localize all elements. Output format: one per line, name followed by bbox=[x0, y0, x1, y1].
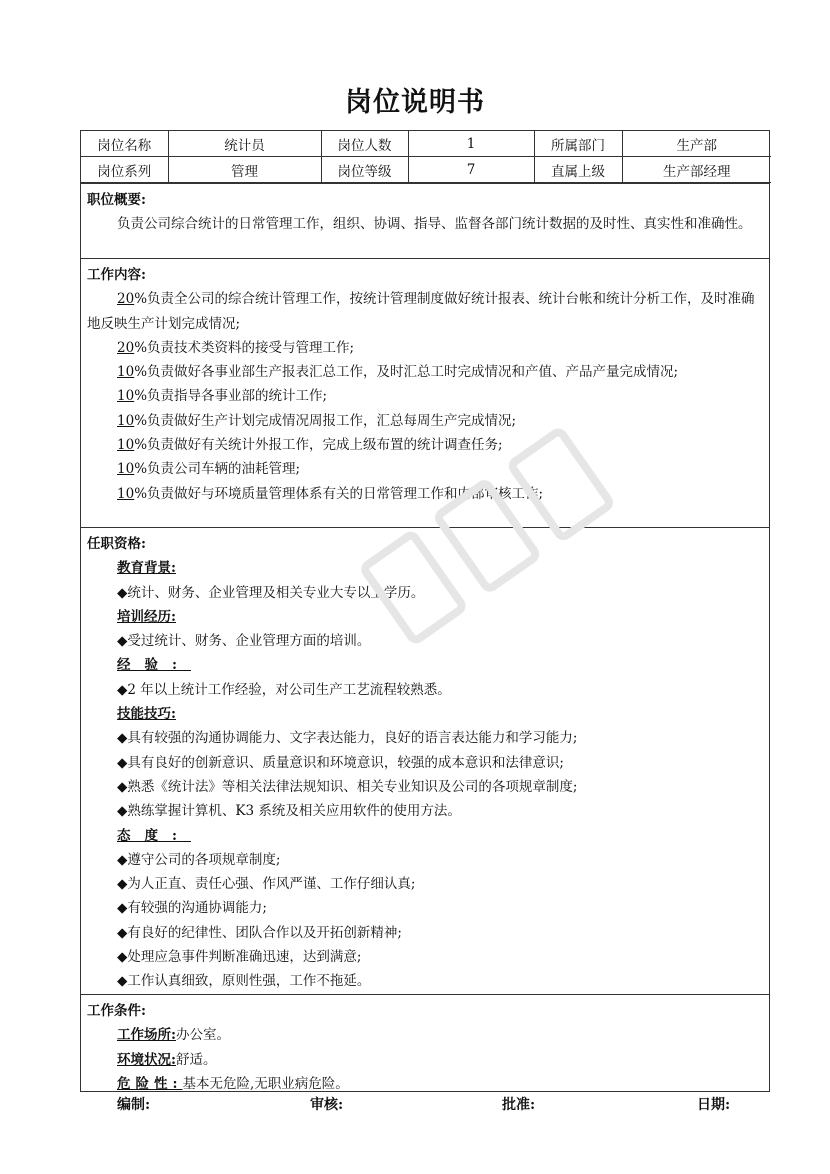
info-row bbox=[81, 157, 771, 183]
percentage: 10 bbox=[117, 437, 135, 454]
work-place-row bbox=[87, 1023, 763, 1047]
list-item bbox=[87, 336, 763, 360]
overview-title: 职位概要: bbox=[87, 192, 146, 208]
skills-title: 技能技巧: bbox=[117, 706, 176, 723]
item-text: %负责做好有关统计外报工作，完成上级布置的统计调查任务; bbox=[134, 437, 503, 454]
signature-footer bbox=[117, 1094, 737, 1118]
item-text: %负责做好生产计划完成情况周报工作，汇总每周生产完成情况; bbox=[134, 412, 517, 429]
percentage: 20 bbox=[117, 339, 135, 356]
danger-value: 基本无危险,无职业病危险。 bbox=[182, 1075, 349, 1092]
environment-label: 环境状况: bbox=[117, 1051, 176, 1068]
list-item: ◆工作认真细致，原则性强，工作不拖延。 bbox=[117, 973, 371, 990]
list-item bbox=[87, 457, 763, 481]
info-table bbox=[81, 131, 771, 183]
overview-section bbox=[81, 183, 769, 258]
list-item bbox=[87, 384, 763, 408]
environment-value: 舒适。 bbox=[175, 1051, 217, 1068]
value-department: 生产部 bbox=[622, 131, 771, 157]
list-item: ◆受过统计、财务、企业管理方面的培训。 bbox=[117, 633, 371, 650]
item-text: %负责技术类资料的接受与管理工作; bbox=[134, 339, 355, 356]
work-place-value: 办公室。 bbox=[175, 1027, 230, 1044]
list-item: ◆具有较强的沟通协调能力、文字表达能力，良好的语言表达能力和学习能力; bbox=[117, 730, 578, 747]
list-item: ◆2 年以上统计工作经验，对公司生产工艺流程较熟悉。 bbox=[117, 681, 451, 698]
value-headcount: 1 bbox=[408, 131, 534, 157]
approve-label: 批准: bbox=[502, 1097, 536, 1113]
date-label: 日期: bbox=[697, 1097, 731, 1113]
environment-row bbox=[87, 1048, 763, 1072]
danger-row bbox=[87, 1072, 763, 1096]
percentage: 10 bbox=[117, 485, 135, 502]
attitude-title: 态度: bbox=[117, 827, 191, 844]
value-position-level: 7 bbox=[408, 157, 534, 183]
item-text: %负责全公司的综合统计管理工作，按统计管理制度做好统计报表、统计台帐和统计分析工作，及时准确地反映生产计划完成情况; bbox=[87, 291, 755, 332]
list-item: ◆具有良好的创新意识、质量意识和环境意识，较强的成本意识和法律意识; bbox=[117, 754, 564, 771]
label-supervisor: 直属上级 bbox=[534, 157, 622, 183]
percentage: 20 bbox=[117, 291, 135, 308]
list-item bbox=[87, 482, 763, 506]
list-item: ◆熟练掌握计算机、K3 系统及相关应用软件的使用方法。 bbox=[117, 803, 461, 820]
label-department: 所属部门 bbox=[534, 131, 622, 157]
label-headcount: 岗位人数 bbox=[321, 131, 408, 157]
item-text: %负责做好与环境质量管理体系有关的日常管理工作和内部审核工作; bbox=[134, 485, 544, 502]
page-title: 岗位说明书 bbox=[345, 87, 485, 118]
label-position-level: 岗位等级 bbox=[321, 157, 408, 183]
list-item bbox=[87, 287, 763, 336]
education-title: 教育背景: bbox=[117, 560, 176, 577]
value-position-name: 统计员 bbox=[168, 131, 321, 157]
percentage: 10 bbox=[117, 364, 135, 381]
work-content-title: 工作内容: bbox=[87, 267, 146, 283]
list-item bbox=[87, 433, 763, 457]
training-title: 培训经历: bbox=[117, 608, 176, 625]
item-text: %负责公司车辆的油耗管理; bbox=[134, 461, 301, 478]
work-place-label: 工作场所: bbox=[117, 1027, 176, 1044]
experience-title: 经验: bbox=[117, 657, 191, 674]
conditions-title: 工作条件: bbox=[87, 1003, 146, 1019]
list-item bbox=[87, 360, 763, 384]
label-position-series: 岗位系列 bbox=[81, 157, 168, 183]
list-item: ◆有良好的纪律性、团队合作以及开拓创新精神; bbox=[117, 924, 402, 941]
list-item bbox=[87, 409, 763, 433]
qualifications-section bbox=[81, 527, 769, 994]
list-item: ◆为人正直、责任心强、作风严谨、工作仔细认真; bbox=[117, 876, 416, 893]
list-item: ◆遵守公司的各项规章制度; bbox=[117, 851, 281, 868]
qualifications-title: 任职资格: bbox=[87, 536, 146, 552]
list-item: ◆处理应急事件判断准确迅速，达到满意; bbox=[117, 949, 362, 966]
job-description-form bbox=[80, 130, 770, 1092]
percentage: 10 bbox=[117, 412, 135, 429]
label-position-name: 岗位名称 bbox=[81, 131, 168, 157]
info-row bbox=[81, 131, 771, 157]
edit-label: 编制: bbox=[117, 1097, 151, 1113]
percentage: 10 bbox=[117, 388, 135, 405]
value-supervisor: 生产部经理 bbox=[622, 157, 771, 183]
item-text: %负责指导各事业部的统计工作; bbox=[134, 388, 328, 405]
list-item: ◆熟悉《统计法》等相关法律法规知识、相关专业知识及公司的各项规章制度; bbox=[117, 778, 578, 795]
percentage: 10 bbox=[117, 461, 135, 478]
value-position-series: 管理 bbox=[168, 157, 321, 183]
list-item: ◆有较强的沟通协调能力; bbox=[117, 900, 267, 917]
list-item: ◆统计、财务、企业管理及相关专业大专以上学历。 bbox=[117, 584, 425, 601]
review-label: 审核: bbox=[310, 1097, 344, 1113]
item-text: %负责做好各事业部生产报表汇总工作，及时汇总工时完成情况和产值、产品产量完成情况; bbox=[134, 364, 679, 381]
danger-label: 危险性: bbox=[117, 1075, 183, 1092]
overview-text: 负责公司综合统计的日常管理工作，组织、协调、指导、监督各部门统计数据的及时性、真实性和准确性。 bbox=[117, 216, 752, 233]
work-content-section bbox=[81, 258, 769, 527]
conditions-section bbox=[81, 994, 769, 1094]
